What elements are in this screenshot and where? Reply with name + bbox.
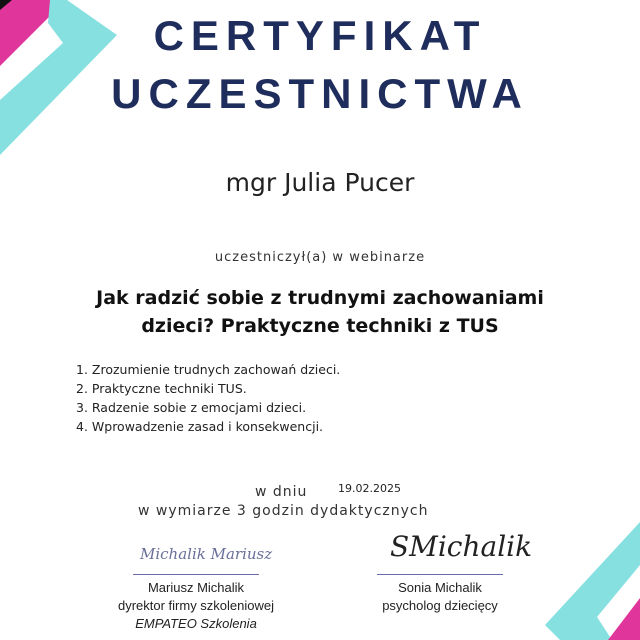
signature-line — [133, 574, 259, 575]
signer-name: Sonia Michalik — [398, 580, 482, 595]
hours-text: w wymiarze 3 godzin dydaktycznych — [138, 503, 429, 519]
signer-role: psycholog dziecięcy — [382, 598, 498, 613]
webinar-title — [0, 284, 640, 340]
list-item: 3. Radzenie sobie z emocjami dzieci. — [76, 400, 307, 415]
signer-company: EMPATEO Szkolenia — [135, 616, 257, 631]
webinar-title-line2: dzieci? Praktyczne techniki z TUS — [141, 315, 499, 337]
topics-list — [76, 360, 340, 436]
participation-text: uczestniczył(a) w webinarze — [214, 250, 426, 265]
signature-line — [377, 574, 503, 575]
bottom-right-decoration — [545, 522, 640, 640]
signature-block-psychologist — [377, 574, 503, 615]
list-item: 1. Zrozumienie trudnych zachowań dzieci. — [76, 362, 341, 377]
signer-name: Mariusz Michalik — [147, 580, 245, 595]
certificate-title-line2: UCZESTNICTWA — [111, 70, 529, 117]
recipient-name: mgr Julia Pucer — [225, 168, 415, 197]
day-label: w dniu — [255, 484, 308, 500]
date: 19.02.2025 — [338, 482, 401, 495]
list-item: 2. Praktyczne techniki TUS. — [76, 381, 247, 396]
signature-block-director — [117, 574, 275, 633]
signer-role: dyrektor firmy szkoleniowej — [117, 598, 275, 613]
signature-image-2: SMichalik — [390, 530, 533, 563]
certificate-title-line1: CERTYFIKAT — [153, 12, 487, 59]
signature-image-1: Michalik Mariusz — [140, 545, 273, 563]
webinar-title-line1: Jak radzić sobie z trudnymi zachowaniami — [96, 287, 544, 309]
list-item: 4. Wprowadzenie zasad i konsekwencji. — [76, 419, 324, 434]
